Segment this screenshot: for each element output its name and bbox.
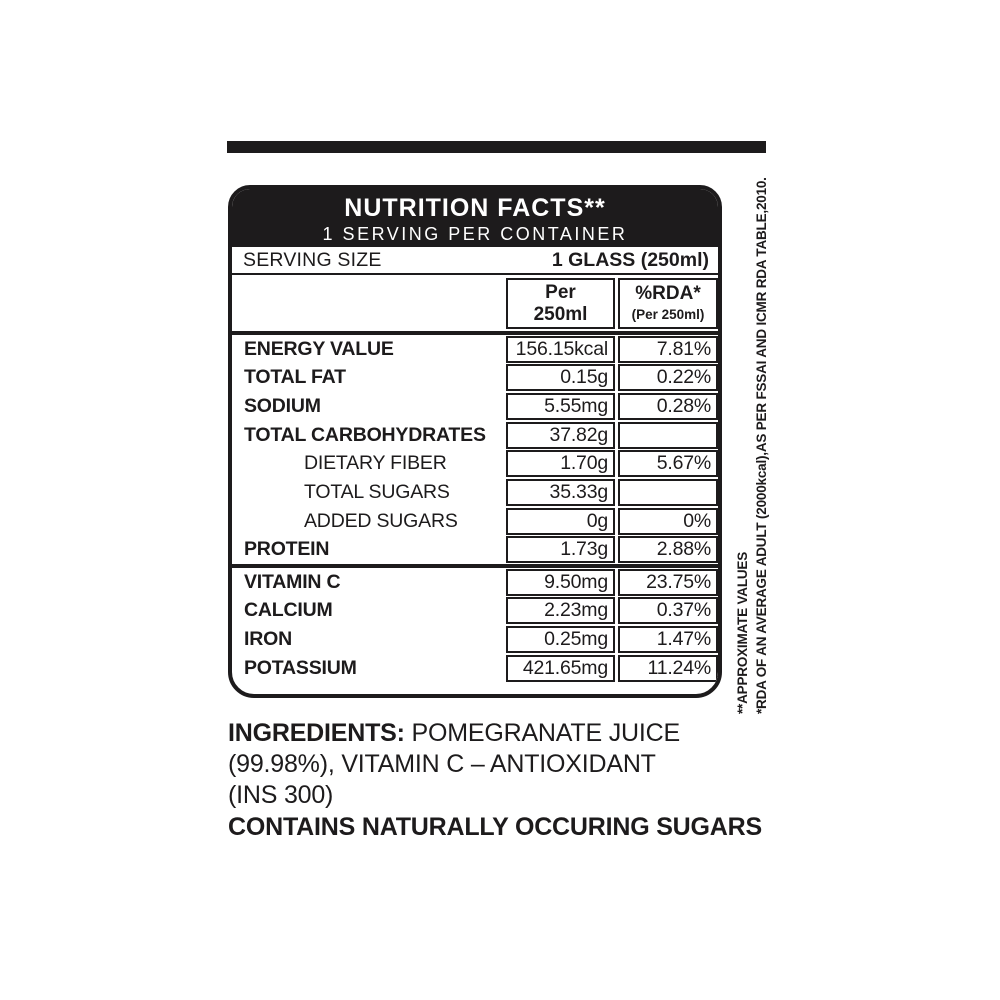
rda-line1: %RDA* <box>635 282 701 304</box>
table-row <box>232 654 718 683</box>
row-rda-value: 5.67% <box>618 450 718 477</box>
row-label: VITAMIN C <box>244 570 341 593</box>
row-rda-value: 2.88% <box>618 536 718 563</box>
row-per-value: 156.15kcal <box>506 336 615 363</box>
footnote-approximate-values: **APPROXIMATE VALUES <box>735 551 750 714</box>
table-row <box>232 507 718 536</box>
footnotes-rotated <box>733 169 771 714</box>
panel-header <box>232 189 718 247</box>
row-label: TOTAL CARBOHYDRATES <box>244 423 486 446</box>
table-row <box>232 363 718 392</box>
row-label: PROTEIN <box>244 538 330 561</box>
row-rda-value: 0.28% <box>618 393 718 420</box>
row-label: ADDED SUGARS <box>304 509 458 532</box>
table-row <box>232 421 718 450</box>
top-rule-bar <box>227 141 766 153</box>
row-rda-value: 23.75% <box>618 569 718 596</box>
row-rda-value: 11.24% <box>618 655 718 682</box>
column-header-row <box>232 275 718 331</box>
row-per-value: 1.73g <box>506 536 615 563</box>
column-header-rda <box>618 278 718 329</box>
table-row <box>232 392 718 421</box>
panel-title: NUTRITION FACTS** <box>344 194 606 222</box>
row-rda-value: 1.47% <box>618 626 718 653</box>
table-row <box>232 568 718 597</box>
per-line1: Per <box>545 281 576 303</box>
row-label: SODIUM <box>244 394 321 417</box>
table-row <box>232 449 718 478</box>
row-label: CALCIUM <box>244 599 333 622</box>
column-header-per <box>506 278 615 329</box>
row-per-value: 0.25mg <box>506 626 615 653</box>
contains-statement: CONTAINS NATURALLY OCCURING SUGARS <box>228 813 762 841</box>
column-header-spacer <box>232 275 506 331</box>
panel-bottom-spacer <box>232 682 718 692</box>
row-per-value: 421.65mg <box>506 655 615 682</box>
ingredients-text: POMEGRANATE JUICE (99.98%), VITAMIN C – ANTIOXIDANT (INS 300) <box>228 719 680 809</box>
serving-size-label: SERVING SIZE <box>243 248 382 271</box>
row-label: TOTAL SUGARS <box>304 480 450 503</box>
row-label: POTASSIUM <box>244 656 357 679</box>
row-rda-value: 0% <box>618 508 718 535</box>
row-label: TOTAL FAT <box>244 366 346 389</box>
row-rda-value: 0.22% <box>618 364 718 391</box>
table-row <box>232 625 718 654</box>
nutrition-facts-panel <box>228 185 722 698</box>
row-rda-value: 0.37% <box>618 597 718 624</box>
serving-size-value: 1 GLASS (250ml) <box>551 248 709 271</box>
row-label: ENERGY VALUE <box>244 337 394 360</box>
ingredients-block <box>228 718 698 811</box>
rda-line2: (Per 250ml) <box>631 306 705 322</box>
panel-subtitle: 1 SERVING PER CONTAINER <box>322 224 628 244</box>
table-row <box>232 596 718 625</box>
row-rda-value <box>618 422 718 449</box>
row-per-value: 1.70g <box>506 450 615 477</box>
row-label: IRON <box>244 627 292 650</box>
row-per-value: 0.15g <box>506 364 615 391</box>
row-per-value: 5.55mg <box>506 393 615 420</box>
row-per-value: 2.23mg <box>506 597 615 624</box>
row-per-value: 35.33g <box>506 479 615 506</box>
row-rda-value <box>618 479 718 506</box>
row-per-value: 37.82g <box>506 422 615 449</box>
footnote-rda-reference: *RDA OF AN AVERAGE ADULT (2000kcal),AS PER FSSAI AND ICMR RDA TABLE,2010. <box>754 177 769 714</box>
table-row <box>232 535 718 564</box>
row-per-value: 0g <box>506 508 615 535</box>
table-row <box>232 478 718 507</box>
row-per-value: 9.50mg <box>506 569 615 596</box>
per-line2: 250ml <box>533 303 588 325</box>
table-row <box>232 335 718 364</box>
row-label: DIETARY FIBER <box>304 452 447 475</box>
row-rda-value: 7.81% <box>618 336 718 363</box>
serving-size-row <box>232 247 718 275</box>
ingredients-label: INGREDIENTS: <box>228 719 405 747</box>
